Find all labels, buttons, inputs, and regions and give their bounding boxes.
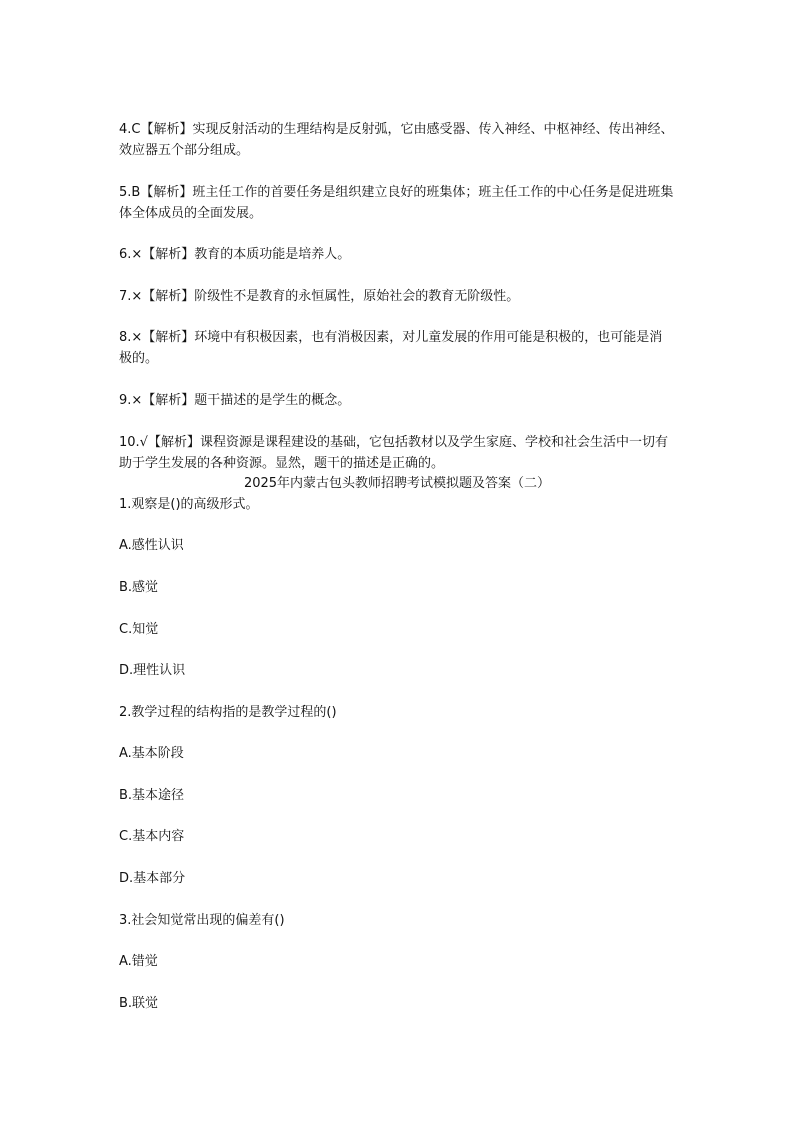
question-2-option-c: C.基本内容: [119, 829, 185, 844]
question-2-option-b: B.基本途径: [119, 788, 185, 803]
answer-paragraph-5: 5.B【解析】班主任工作的首要任务是组织建立良好的班集体；班主任工作的中心任务是促进班集体全体成员的全面发展。: [119, 185, 674, 221]
question-stem-3: 3.社会知觉常出现的偏差有(): [119, 913, 285, 928]
question-1-option-d: D.理性认识: [119, 663, 186, 678]
question-1-option-b: B.感觉: [119, 580, 159, 595]
answer-paragraph-8: 8.×【解析】环境中有积极因素，也有消极因素，对儿童发展的作用可能是积极的，也可能是消极的。: [119, 330, 663, 366]
answer-paragraph-4: 4.C【解析】实现反射活动的生理结构是反射弧，它由感受器、传入神经、中枢神经、传出神经、效应器五个部分组成。: [119, 122, 674, 158]
question-3-option-b: B.联觉: [119, 996, 159, 1011]
question-1-option-a: A.感性认识: [119, 538, 184, 553]
question-2-option-a: A.基本阶段: [119, 746, 184, 761]
answer-paragraph-9: 9.×【解析】题干描述的是学生的概念。: [119, 393, 351, 408]
answer-paragraph-7: 7.×【解析】阶级性不是教育的永恒属性，原始社会的教育无阶级性。: [119, 289, 520, 304]
question-3-option-a: A.错觉: [119, 954, 158, 969]
answer-paragraph-10: 10.√【解析】课程资源是课程建设的基础，它包括教材以及学生家庭、学校和社会生活中一切有助于学生发展的各种资源。显然，题干的描述是正确的。: [119, 435, 668, 471]
question-2-option-d: D.基本部分: [119, 871, 186, 886]
question-1-option-c: C.知觉: [119, 622, 159, 637]
question-stem-2: 2.教学过程的结构指的是教学过程的(): [119, 705, 337, 720]
question-stem-1: 1.观察是()的高级形式。: [119, 497, 259, 512]
answer-paragraph-6: 6.×【解析】教育的本质功能是培养人。: [119, 247, 351, 262]
section-title: 2025年内蒙古包头教师招聘考试模拟题及答案（二）: [243, 476, 551, 491]
